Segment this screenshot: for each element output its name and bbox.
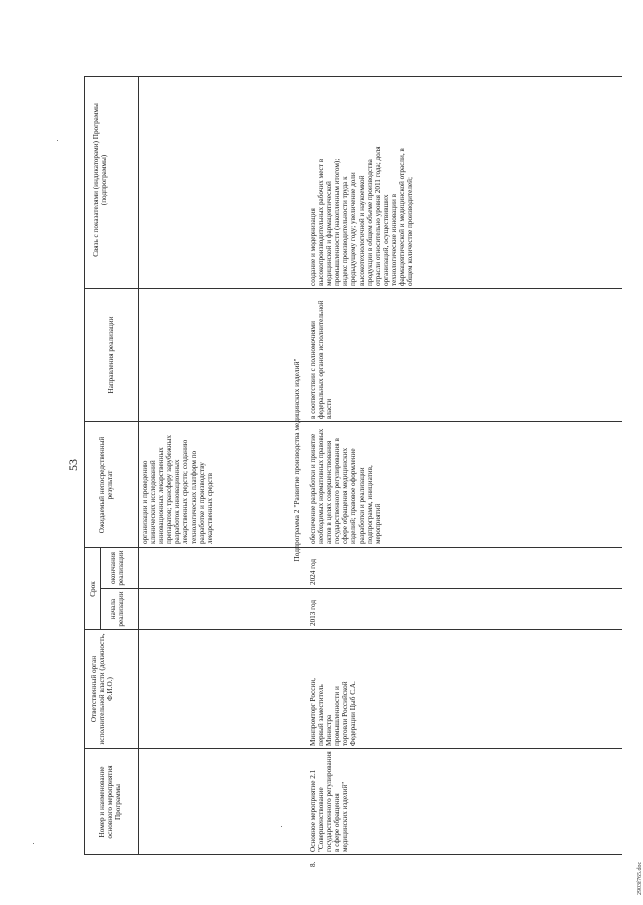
row-directions: в соответствии с полномочиями федеральных органов исполнительной власти — [309, 300, 334, 419]
footer-filename: 2903f765.doc — [637, 861, 643, 895]
term-header-divider — [100, 548, 101, 630]
row-result: обеспечение разработки и принятие необходимых нормативных правовых актов в целях совершенствования государственного регулирования в сфере обращения медицинских изделий; правовое оформление разработки и реализации подпрограмм, инициатив, мероприятий — [309, 428, 382, 544]
table-left-border — [84, 854, 622, 855]
page-number: 53 — [66, 459, 80, 471]
row-indicators: создание и модернизация высокопроизводительных рабочих мест в медицинской и фармацевтической промышленности (накопленным итогом); индекс производительности труда к предыдущему году; увеличение доли высокотехнологичной и наукоемкой продукции в общем объеме производства отрасли относительно уровня 2011 года; доля организаций, осуществивших технологические инновации в фармацевтической и медицинской отрасли, в общем количестве производителей; — [309, 146, 415, 286]
scan-speck — [281, 826, 282, 827]
header-bottom-border — [138, 77, 139, 855]
row-end: 2024 год — [309, 559, 317, 585]
header-end: окончания реализации — [109, 550, 126, 586]
row-executor: Минпромторг России, первый заместитель Министра промышленности и торговли Российской Федерации Цыб С.А. — [309, 678, 358, 746]
col-divider-1 — [84, 748, 622, 749]
header-indicators: Связь с показателями (индикаторами) Программы (подпрограммы) — [92, 103, 109, 257]
header-directions: Направления реализации — [107, 316, 115, 394]
col-divider-2 — [84, 629, 622, 630]
table-top-border — [84, 77, 85, 855]
col-divider-6 — [84, 288, 622, 289]
header-term: Срок — [89, 581, 97, 597]
row-start: 2013 год — [309, 600, 317, 626]
row-number: 8. — [309, 861, 317, 867]
header-result: Ожидаемый непосредственный результат — [98, 436, 115, 534]
col-divider-3 — [100, 588, 622, 589]
table-right-border — [84, 76, 622, 77]
col-divider-5 — [84, 421, 622, 422]
scan-speck — [57, 140, 58, 141]
scan-speck — [33, 843, 34, 844]
col-divider-4 — [84, 547, 622, 548]
header-executor: Ответственный орган исполнительной власти (должность, Ф.И.О.) — [90, 633, 115, 745]
header-number-name: Номер и наименование основного мероприятия Программы — [98, 765, 123, 839]
row-name: Основное мероприятие 2.1 "Совершенствование государственного регулирования в сфере обращения медицинских изделий" — [309, 751, 350, 852]
rotated-page — [66, 65, 643, 895]
subprogram-title: Подпрограмма 2 "Развитие производства медицинских изделий" — [292, 358, 301, 562]
prev-row-result: организации и проведению клинических исследований инновационных лекарственных препаратов; трансферу зарубежных разработок инновационных лекарственных средств; созданию технологических платформ по разработке и производству лекарственных средств — [141, 435, 214, 544]
header-start: начала реализации — [109, 591, 126, 627]
